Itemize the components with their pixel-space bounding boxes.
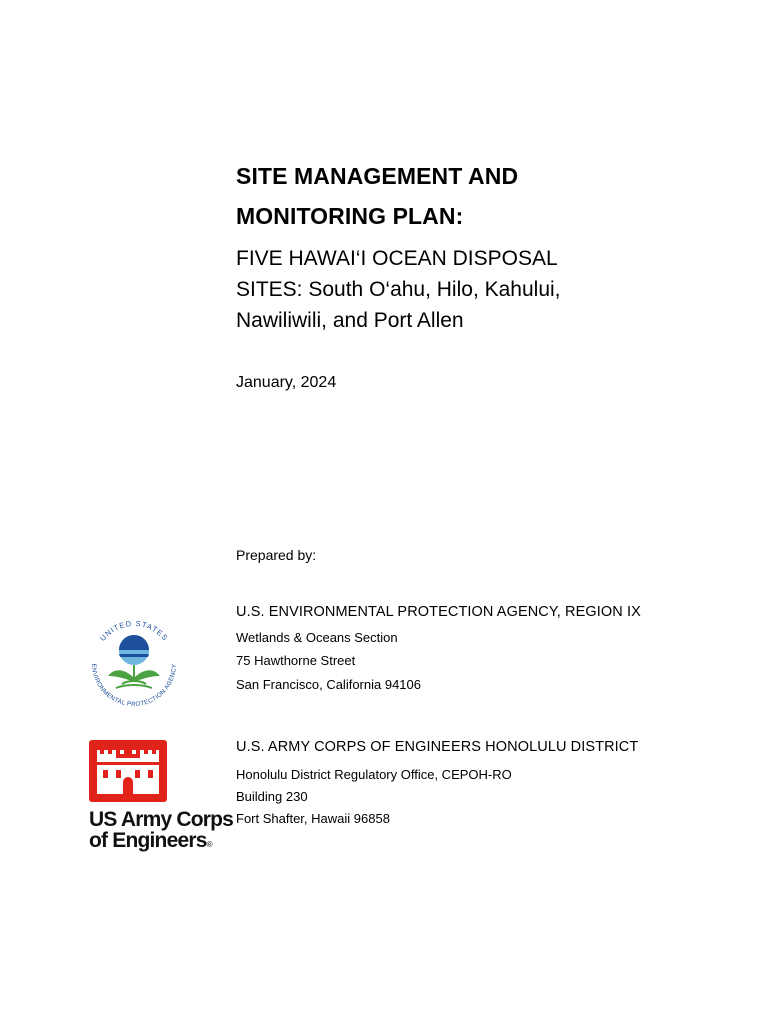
subtitle-line1: FIVE HAWAI‘I OCEAN DISPOSAL	[236, 247, 558, 270]
usace-city: Fort Shafter, Hawaii 96858	[236, 811, 390, 826]
epa-seal-logo	[82, 612, 186, 716]
registered-mark: ®	[206, 840, 213, 849]
usace-agency-name: U.S. ARMY CORPS OF ENGINEERS HONOLULU DISTRICT	[236, 739, 639, 755]
epa-seal-text-top: UNITED STATES	[97, 618, 171, 643]
document-title-line2: MONITORING PLAN:	[236, 203, 464, 229]
epa-agency-name: U.S. ENVIRONMENTAL PROTECTION AGENCY, REGION IX	[236, 604, 641, 620]
document-subtitle	[236, 243, 656, 336]
usace-building: Building 230	[236, 789, 308, 804]
usace-office: Honolulu District Regulatory Office, CEPOH-RO	[236, 767, 512, 782]
usace-castle-logo	[89, 740, 167, 802]
usace-wordmark-line2-text: of Engineers	[89, 829, 207, 852]
subtitle-line2: SITES: South O‘ahu, Hilo, Kahului,	[236, 278, 561, 301]
usace-wordmark-line1: US Army Corps	[89, 808, 234, 831]
epa-seal-text-bottom: ENVIRONMENTAL PROTECTION AGENCY	[89, 663, 179, 709]
subtitle-line3: Nawiliwili, and Port Allen	[236, 309, 464, 332]
epa-section: Wetlands & Oceans Section	[236, 630, 398, 645]
usace-wordmark-line2	[89, 829, 213, 853]
document-date: January, 2024	[236, 374, 337, 391]
prepared-by-label: Prepared by:	[236, 547, 317, 563]
epa-street: 75 Hawthorne Street	[236, 653, 356, 668]
document-title-line1: SITE MANAGEMENT AND	[236, 163, 519, 189]
epa-city: San Francisco, California 94106	[236, 677, 421, 692]
